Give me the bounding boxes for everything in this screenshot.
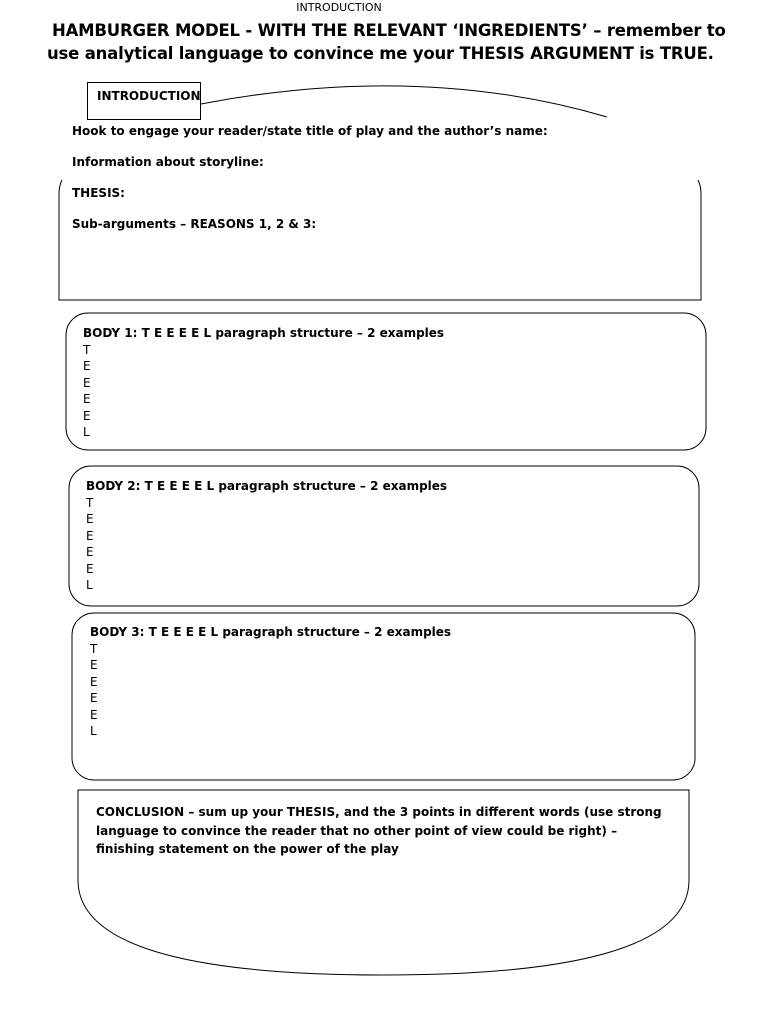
introduction-label: INTRODUCTION (87, 82, 201, 120)
heading-line-1: HAMBURGER MODEL - WITH THE RELEVANT ‘INGREDIENTS’ – remember to (52, 21, 726, 40)
page-heading (47, 19, 726, 65)
body-3-title: BODY 3: T E E E E L paragraph structure – 2 examples (90, 625, 452, 639)
body-2-letter: E (86, 512, 94, 527)
body-2-letter: E (86, 528, 94, 543)
body-3-letter: E (90, 691, 98, 706)
body-2-letters (86, 495, 94, 593)
body-3-letter: T (90, 642, 98, 656)
body-1-letter: L (83, 425, 90, 440)
body-2-title: BODY 2: T E E E E L paragraph structure – 2 examples (86, 479, 448, 493)
introduction-box (59, 180, 701, 300)
body-1-letter: E (83, 359, 91, 374)
body-1-letter: E (83, 392, 91, 407)
body-3-letter: E (90, 658, 98, 673)
conclusion-prompt: CONCLUSION – sum up your THESIS, and the 3 points in different words (use strong language to convince the reader that no other point of view could be right) – finishing statement on the power of the play (96, 805, 662, 856)
body-2-letter: L (86, 578, 93, 593)
body-3-letters (90, 641, 98, 739)
body-3-letter: E (90, 674, 98, 689)
heading-line-2: use analytical language to convince me your THESIS ARGUMENT is TRUE. (47, 44, 714, 63)
body-2-letter: E (86, 545, 94, 560)
body-1-letter: T (83, 343, 91, 357)
body-3-letter: E (90, 707, 98, 722)
body-2-letter: E (86, 561, 94, 576)
body-1-letters (83, 342, 91, 440)
sub-arguments-prompt: Sub-arguments – REASONS 1, 2 & 3: (72, 217, 317, 231)
body-2-letter: T (86, 496, 94, 510)
body-3-letter: L (90, 724, 97, 739)
page-small-title: INTRODUCTION (296, 1, 382, 14)
top-bun-arc (201, 86, 607, 117)
body-1-letter: E (83, 408, 91, 423)
hook-prompt: Hook to engage your reader/state title of play and the author’s name: (72, 124, 548, 138)
thesis-prompt: THESIS: (72, 186, 125, 200)
storyline-prompt: Information about storyline: (72, 155, 264, 169)
body-1-letter: E (83, 375, 91, 390)
body-1-title: BODY 1: T E E E E L paragraph structure – 2 examples (83, 326, 445, 340)
